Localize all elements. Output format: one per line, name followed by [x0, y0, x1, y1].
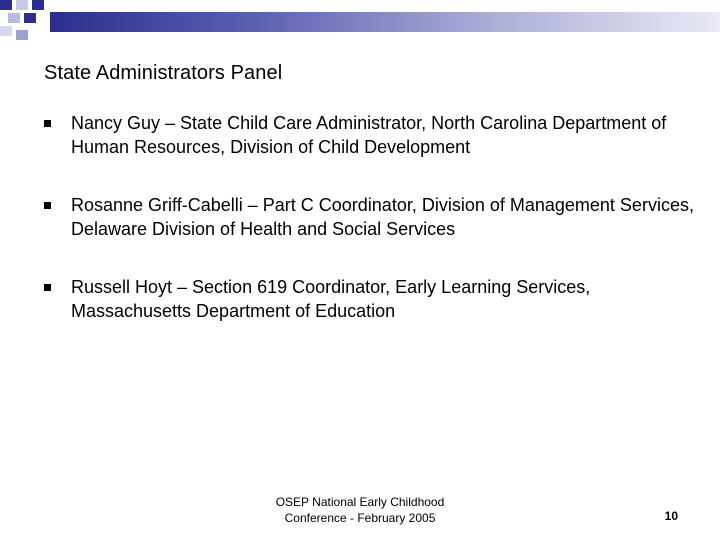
- square-bullet-icon: [44, 120, 51, 127]
- bullet-item: [44, 111, 704, 159]
- square-bullet-icon: [44, 284, 51, 291]
- footer-line-2: Conference - February 2005: [284, 511, 436, 525]
- bullet-text: Nancy Guy – State Child Care Administrator, North Carolina Department of Human Resources, Division of Child Development: [71, 113, 667, 157]
- square-bullet-icon: [44, 202, 51, 209]
- bullet-list: [44, 111, 704, 357]
- footer-line-1: OSEP National Early Childhood: [275, 495, 445, 509]
- slide-title: State Administrators Panel: [44, 62, 283, 84]
- page-number: 10: [664, 509, 678, 523]
- bullet-text: Rosanne Griff-Cabelli – Part C Coordinator, Division of Management Services, Delaware Division of Health and Social Services: [71, 195, 694, 239]
- corner-decoration: [0, 0, 56, 46]
- header-gradient-bar: [50, 12, 720, 32]
- bullet-text: Russell Hoyt – Section 619 Coordinator, Early Learning Services, Massachusetts Department of Education: [71, 277, 591, 321]
- bullet-item: [44, 193, 704, 241]
- bullet-item: [44, 275, 704, 323]
- footer-conference-text: [240, 494, 480, 526]
